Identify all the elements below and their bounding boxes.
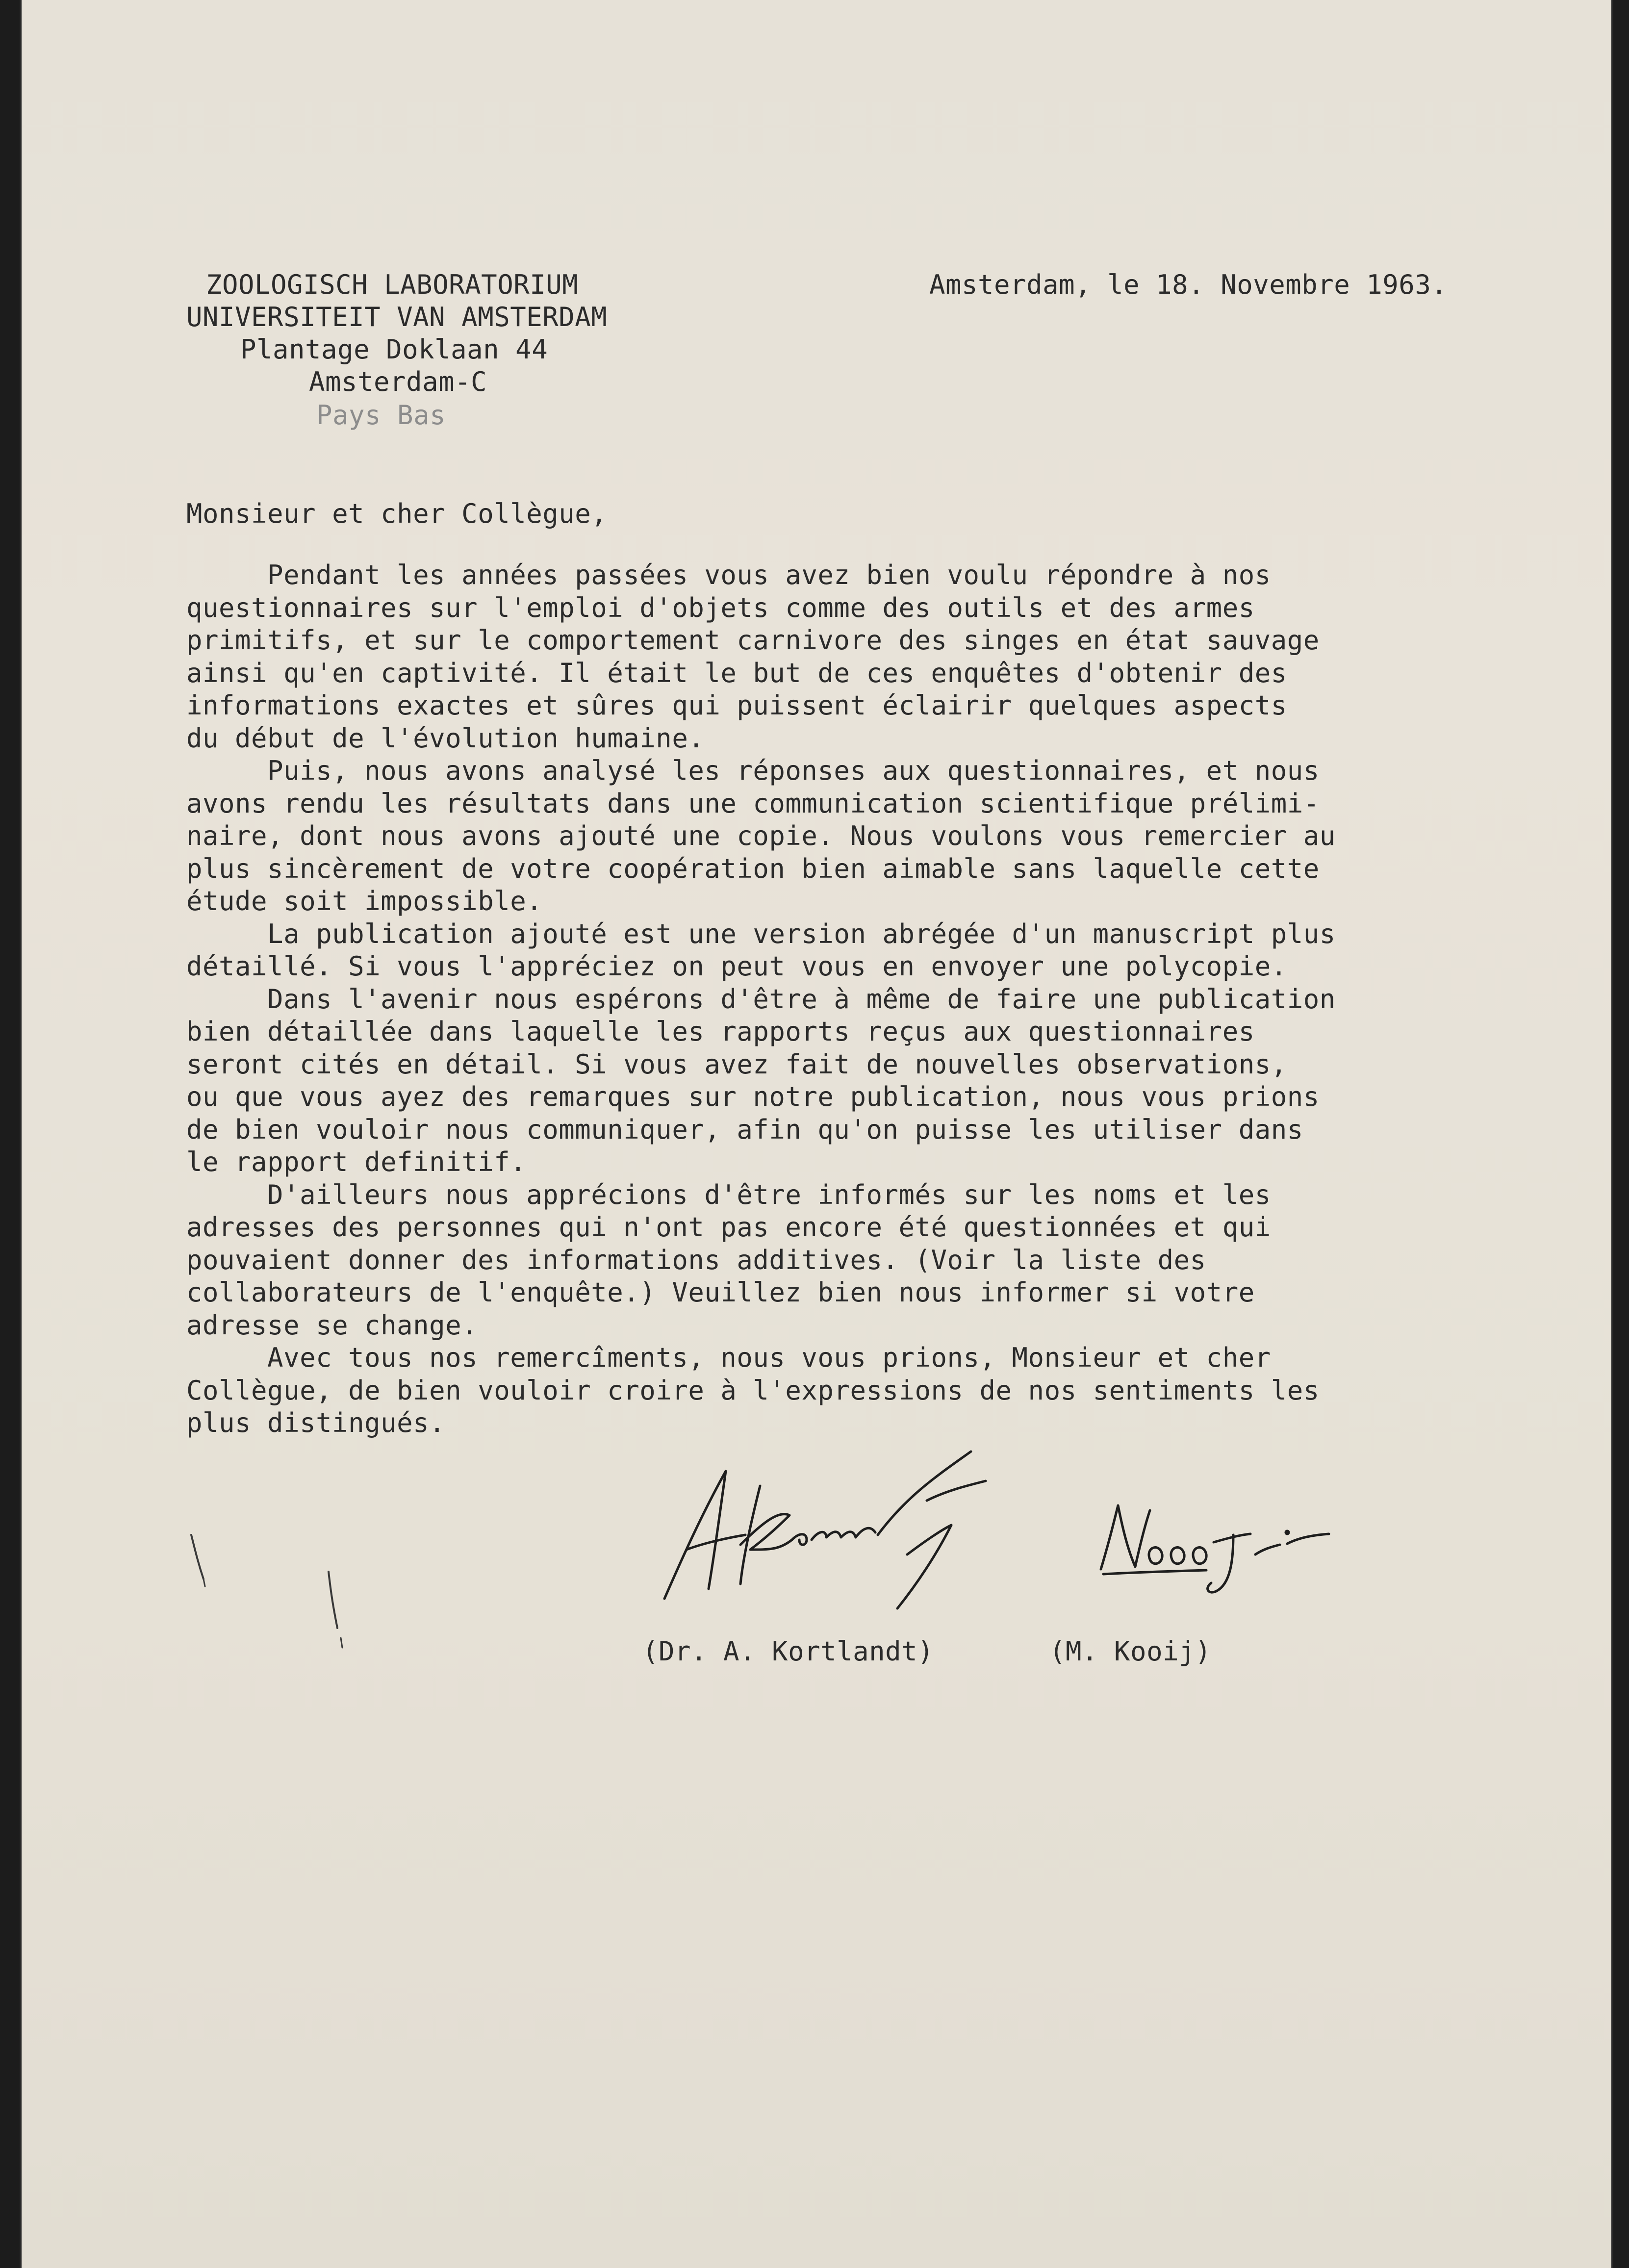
scan-border-right bbox=[1613, 0, 1629, 2268]
body-line: Dans l'avenir nous espérons d'être à même de faire une publication bbox=[186, 983, 1336, 1015]
signatory-name-kortlandt: (Dr. A. Kortlandt) bbox=[642, 1636, 934, 1667]
body-line: bien détaillée dans laquelle les rapports reçus aux questionnaires bbox=[186, 1016, 1255, 1047]
body-line: La publication ajouté est une version abrégée d'un manuscript plus bbox=[186, 918, 1336, 949]
body-line: pouvaient donner des informations additives. (Voir la liste des bbox=[186, 1244, 1206, 1275]
body-line: ou que vous ayez des remarques sur notre publication, nous vous prions bbox=[186, 1081, 1320, 1112]
body-line: plus sincèrement de votre coopération bien aimable sans laquelle cette bbox=[186, 853, 1320, 884]
signatory-name-kooij: (M. Kooij) bbox=[1049, 1636, 1212, 1667]
body-line: avons rendu les résultats dans une communication scientifique prélimi- bbox=[186, 788, 1320, 819]
letter-body bbox=[186, 559, 1461, 1440]
scan-border-left bbox=[0, 0, 20, 2268]
letterhead-line: UNIVERSITEIT VAN AMSTERDAM bbox=[186, 302, 608, 332]
body-line: du début de l'évolution humaine. bbox=[186, 722, 705, 754]
body-line: Avec tous nos remercîments, nous vous prions, Monsieur et cher bbox=[186, 1342, 1271, 1373]
letterhead-line: ZOOLOGISCH LABORATORIUM bbox=[206, 269, 579, 300]
body-line: étude soit impossible. bbox=[186, 886, 543, 917]
body-line: D'ailleurs nous apprécions d'être informés sur les noms et les bbox=[186, 1179, 1271, 1210]
body-line: adresse se change. bbox=[186, 1309, 478, 1341]
body-line: Puis, nous avons analysé les réponses aux questionnaires, et nous bbox=[186, 755, 1320, 786]
body-line: plus distingués. bbox=[186, 1407, 446, 1438]
body-line: questionnaires sur l'emploi d'objets comme des outils et des armes bbox=[186, 592, 1255, 623]
body-line: détaillé. Si vous l'appréciez on peut vous en envoyer une polycopie. bbox=[186, 951, 1287, 982]
body-line: primitifs, et sur le comportement carnivore des singes en état sauvage bbox=[186, 625, 1320, 656]
body-line: Pendant les années passées vous avez bien voulu répondre à nos bbox=[186, 560, 1271, 590]
body-line: collaborateurs de l'enquête.) Veuillez bien nous informer si votre bbox=[186, 1277, 1255, 1308]
date-line: Amsterdam, le 18. Novembre 1963. bbox=[929, 269, 1448, 300]
body-line: naire, dont nous avons ajouté une copie. Nous voulons vous remercier au bbox=[186, 820, 1336, 851]
body-line: ainsi qu'en captivité. Il était le but de ces enquêtes d'obtenir des bbox=[186, 657, 1287, 688]
letterhead-line: Amsterdam-C bbox=[309, 366, 487, 397]
signature-kortlandt bbox=[652, 1437, 1005, 1618]
body-line: adresses des personnes qui n'ont pas encore été questionnées et qui bbox=[186, 1212, 1271, 1243]
letterhead-line: Plantage Doklaan 44 bbox=[240, 334, 548, 365]
body-line: de bien vouloir nous communiquer, afin qu'on puisse les utiliser dans bbox=[186, 1114, 1303, 1145]
body-line: informations exactes et sûres qui puissent éclairir quelques aspects bbox=[186, 690, 1287, 721]
letterhead-line-faded: Pays Bas bbox=[316, 400, 446, 431]
signature-kooij bbox=[1094, 1486, 1349, 1599]
body-line: Collègue, de bien vouloir croire à l'expressions de nos sentiments les bbox=[186, 1375, 1320, 1406]
pencil-marks bbox=[181, 1525, 368, 1653]
body-line: le rapport definitif. bbox=[186, 1147, 527, 1177]
salutation: Monsieur et cher Collègue, bbox=[186, 498, 608, 529]
body-line: seront cités en détail. Si vous avez fait de nouvelles observations, bbox=[186, 1048, 1287, 1080]
